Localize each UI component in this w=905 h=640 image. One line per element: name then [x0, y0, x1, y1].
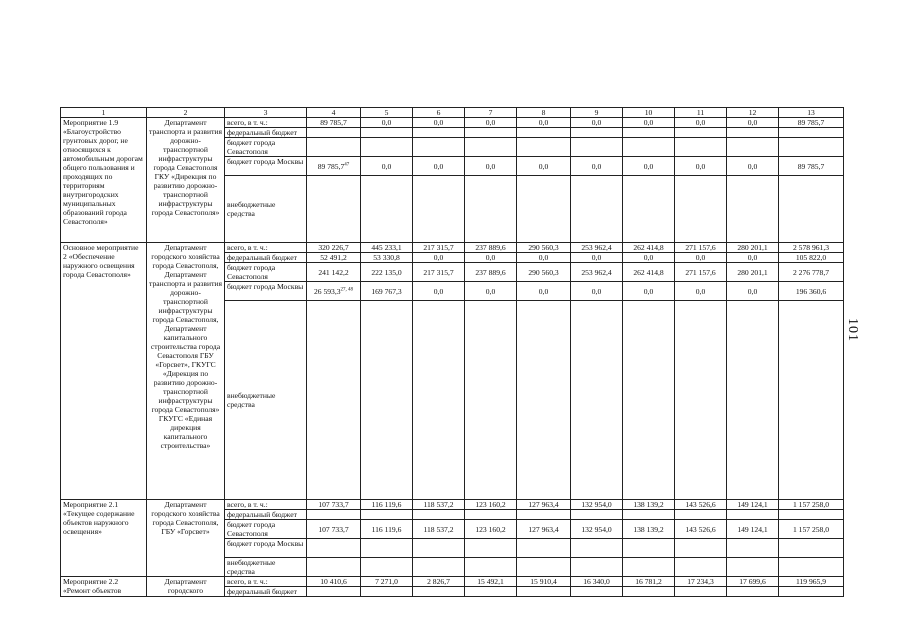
column-header-1: 1: [61, 108, 147, 118]
value-cell: [413, 587, 465, 597]
page-number: 101: [845, 318, 860, 342]
table-row: [61, 500, 844, 510]
column-header-10: 10: [623, 108, 675, 118]
funding-source: всего, в т. ч.:: [225, 500, 307, 510]
value-cell: [727, 138, 779, 157]
value-cell: [571, 138, 623, 157]
value-cell: [307, 301, 361, 500]
value-cell: [361, 176, 413, 243]
column-header-11: 11: [675, 108, 727, 118]
value-cell: [465, 301, 517, 500]
funding-source: внебюджетные средства: [225, 558, 307, 577]
column-header-3: 3: [225, 108, 307, 118]
value-cell: [517, 176, 571, 243]
value-cell: 53 330,8: [361, 253, 413, 263]
value-cell: [727, 301, 779, 500]
value-cell: [517, 587, 571, 597]
value-cell: 138 139,2: [623, 500, 675, 510]
funding-source: бюджет города Москвы: [225, 157, 307, 176]
value-cell: 89 785,7: [779, 157, 844, 176]
value-cell: [465, 510, 517, 520]
value-cell: [675, 128, 727, 138]
value-cell: 2 826,7: [413, 577, 465, 587]
value-cell: [307, 157, 361, 176]
value-cell: 52 491,2: [307, 253, 361, 263]
table-row: [61, 577, 844, 587]
value-cell: [465, 558, 517, 577]
funding-source: всего, в т. ч.:: [225, 118, 307, 128]
value-cell: [571, 301, 623, 500]
value-cell: [675, 510, 727, 520]
value-cell: 271 157,6: [675, 263, 727, 282]
value-cell: 107 733,7: [307, 520, 361, 539]
value-cell: 89 785,7: [307, 118, 361, 128]
value-cell: 132 954,0: [571, 520, 623, 539]
value-cell: [361, 510, 413, 520]
value-cell: 0,0: [465, 282, 517, 301]
value-cell: [571, 539, 623, 558]
value-cell: [465, 128, 517, 138]
measure-name: Основное мероприятие 2 «Обеспечение наружного освещения города Севастополя»: [61, 243, 147, 500]
value-cell: 143 526,6: [675, 500, 727, 510]
value-cell: [571, 510, 623, 520]
value-cell: [307, 176, 361, 243]
value-cell: 17 234,3: [675, 577, 727, 587]
value-cell: [413, 301, 465, 500]
value-cell: 217 315,7: [413, 263, 465, 282]
value-cell: [413, 510, 465, 520]
value-cell: 17 699,6: [727, 577, 779, 587]
funding-source: федеральный бюджет: [225, 510, 307, 520]
value-cell: [779, 176, 844, 243]
value-cell: [307, 128, 361, 138]
value-cell: [361, 587, 413, 597]
value-cell: [307, 558, 361, 577]
value-cell: 169 767,3: [361, 282, 413, 301]
value-cell: 132 954,0: [571, 500, 623, 510]
funding-source: федеральный бюджет: [225, 587, 307, 597]
value-cell: [675, 138, 727, 157]
value-cell: 0,0: [465, 253, 517, 263]
measure-name: Мероприятие 1.9 «Благоустройство грунтовых дорог, не относящихся к автомобильным дорогам общего пользования и проходящих по территориям внутригородских муниципальных образований города Севастополя»: [61, 118, 147, 243]
value-cell: 237 889,6: [465, 243, 517, 253]
value-cell: [465, 539, 517, 558]
column-header-4: 4: [307, 108, 361, 118]
value-cell: [779, 539, 844, 558]
value-cell: [413, 539, 465, 558]
value-cell: 271 157,6: [675, 243, 727, 253]
measure-name: Мероприятие 2.1 «Текущее содержание объектов наружного освещения»: [61, 500, 147, 577]
value-cell: [413, 128, 465, 138]
funding-source: всего, в т. ч.:: [225, 243, 307, 253]
value-cell: [465, 176, 517, 243]
value-cell: [675, 301, 727, 500]
value-cell: [413, 176, 465, 243]
value-cell: 445 233,1: [361, 243, 413, 253]
value-cell: 0,0: [517, 253, 571, 263]
value-cell: [779, 138, 844, 157]
value-cell: [413, 558, 465, 577]
column-header-7: 7: [465, 108, 517, 118]
value-cell: 0,0: [571, 282, 623, 301]
value-cell: 7 271,0: [361, 577, 413, 587]
value-cell: 320 226,7: [307, 243, 361, 253]
value-cell: 118 537,2: [413, 500, 465, 510]
value-cell: 123 160,2: [465, 500, 517, 510]
value-cell: [361, 539, 413, 558]
value-cell: 262 414,8: [623, 243, 675, 253]
value-cell: [675, 176, 727, 243]
value-cell: 0,0: [413, 157, 465, 176]
value-cell: 116 119,6: [361, 500, 413, 510]
value-cell: [623, 510, 675, 520]
value-cell: [727, 587, 779, 597]
funding-source: бюджет города Севастополя: [225, 520, 307, 539]
value-cell: [623, 587, 675, 597]
value-cell: 0,0: [623, 118, 675, 128]
value-cell: 0,0: [465, 118, 517, 128]
value-cell: 0,0: [727, 157, 779, 176]
value-cell: [307, 138, 361, 157]
value-cell: [307, 539, 361, 558]
column-header-6: 6: [413, 108, 465, 118]
column-header-13: 13: [779, 108, 844, 118]
value-cell: 290 560,3: [517, 243, 571, 253]
value-cell: 107 733,7: [307, 500, 361, 510]
value-cell: [571, 128, 623, 138]
column-header-12: 12: [727, 108, 779, 118]
value-cell: 0,0: [623, 253, 675, 263]
value-cell: [779, 587, 844, 597]
value-cell: [623, 138, 675, 157]
value-cell: [517, 138, 571, 157]
value-cell: 253 962,4: [571, 243, 623, 253]
value-cell: 1 157 258,0: [779, 520, 844, 539]
value-cell: [465, 587, 517, 597]
value-cell: 10 410,6: [307, 577, 361, 587]
value-text: 26 593,3: [313, 286, 341, 296]
value-cell: 0,0: [517, 157, 571, 176]
value-cell: 15 910,4: [517, 577, 571, 587]
funding-source: бюджет города Севастополя: [225, 263, 307, 282]
value-cell: [465, 138, 517, 157]
value-cell: 0,0: [727, 253, 779, 263]
budget-table: [60, 107, 844, 597]
executor-name: Департамент городского хозяйства города Севастополя, Департамент транспорта и развития дорожно-транспортной инфраструктуры города Севастополя, Департамент капитального строительства города Севастополя ГБУ «Горсвет», ГКУГС «Дирекция по развитию дорожно-транспортной инфраструктуры города Севастополя» ГКУГС «Единая дирекция капитального строительства»: [147, 243, 225, 500]
value-cell: 89 785,7: [779, 118, 844, 128]
value-cell: 0,0: [727, 282, 779, 301]
value-cell: [779, 510, 844, 520]
funding-source: всего, в т. ч.:: [225, 577, 307, 587]
funding-source: бюджет города Севастополя: [225, 138, 307, 157]
value-cell: [727, 558, 779, 577]
value-cell: [307, 510, 361, 520]
value-cell: 0,0: [675, 253, 727, 263]
executor-name: Департамент городского: [147, 577, 225, 597]
value-cell: 105 822,0: [779, 253, 844, 263]
value-cell: [727, 176, 779, 243]
value-cell: 0,0: [675, 282, 727, 301]
value-cell: 0,0: [675, 118, 727, 128]
value-cell: [571, 176, 623, 243]
value-cell: 16 340,0: [571, 577, 623, 587]
value-cell: [413, 138, 465, 157]
value-cell: 237 889,6: [465, 263, 517, 282]
value-cell: 0,0: [517, 118, 571, 128]
value-cell: [517, 128, 571, 138]
value-cell: 116 119,6: [361, 520, 413, 539]
column-header-2: 2: [147, 108, 225, 118]
value-cell: [623, 128, 675, 138]
value-cell: 222 135,0: [361, 263, 413, 282]
table-row: [61, 118, 844, 128]
value-cell: 0,0: [571, 157, 623, 176]
value-cell: 0,0: [361, 118, 413, 128]
value-cell: [623, 539, 675, 558]
value-cell: 149 124,1: [727, 520, 779, 539]
value-cell: [727, 128, 779, 138]
value-cell: [675, 558, 727, 577]
column-header-8: 8: [517, 108, 571, 118]
value-cell: 149 124,1: [727, 500, 779, 510]
value-cell: [623, 301, 675, 500]
value-cell: 1 157 258,0: [779, 500, 844, 510]
value-cell: 143 526,6: [675, 520, 727, 539]
value-cell: [779, 128, 844, 138]
executor-name: Департамент городского хозяйства города Севастополя, ГБУ «Горсвет»: [147, 500, 225, 577]
value-cell: 262 414,8: [623, 263, 675, 282]
value-cell: 138 139,2: [623, 520, 675, 539]
funding-source: бюджет города Москвы: [225, 539, 307, 558]
value-cell: [307, 282, 361, 301]
funding-source: внебюджетные средства: [225, 301, 307, 500]
value-cell: 280 201,1: [727, 243, 779, 253]
value-cell: 16 781,2: [623, 577, 675, 587]
value-cell: 15 492,1: [465, 577, 517, 587]
value-cell: 241 142,2: [307, 263, 361, 282]
value-cell: 119 965,9: [779, 577, 844, 587]
value-cell: [307, 587, 361, 597]
value-cell: [517, 558, 571, 577]
value-cell: 253 962,4: [571, 263, 623, 282]
value-cell: 0,0: [571, 118, 623, 128]
value-cell: 2 578 961,3: [779, 243, 844, 253]
column-header-5: 5: [361, 108, 413, 118]
value-cell: 118 537,2: [413, 520, 465, 539]
value-cell: [517, 539, 571, 558]
value-cell: 2 276 778,7: [779, 263, 844, 282]
value-cell: 217 315,7: [413, 243, 465, 253]
table-row: [61, 243, 844, 253]
value-cell: 123 160,2: [465, 520, 517, 539]
value-cell: 0,0: [465, 157, 517, 176]
value-cell: [517, 510, 571, 520]
funding-source: федеральный бюджет: [225, 253, 307, 263]
value-cell: [571, 558, 623, 577]
value-text: 89 785,7: [317, 161, 345, 171]
value-cell: [727, 510, 779, 520]
funding-source: внебюджетные средства: [225, 176, 307, 243]
value-cell: [675, 587, 727, 597]
footnote-mark: 47: [344, 161, 350, 167]
value-cell: 0,0: [623, 157, 675, 176]
executor-name: Департамент транспорта и развития дорожно-транспортной инфраструктуры города Севастополя ГКУ «Дирекция по развитию дорожно-транспортной инфраструктуры города Севастополя»: [147, 118, 225, 243]
value-cell: 0,0: [675, 157, 727, 176]
value-cell: [779, 558, 844, 577]
value-cell: 290 560,3: [517, 263, 571, 282]
value-cell: 0,0: [361, 157, 413, 176]
value-cell: 0,0: [623, 282, 675, 301]
value-cell: [571, 587, 623, 597]
value-cell: [623, 176, 675, 243]
value-cell: 0,0: [727, 118, 779, 128]
value-cell: 127 963,4: [517, 500, 571, 510]
value-cell: [517, 301, 571, 500]
header-row: [61, 108, 844, 118]
measure-name: Мероприятие 2.2 «Ремонт объектов: [61, 577, 147, 597]
value-cell: [361, 558, 413, 577]
value-cell: [361, 128, 413, 138]
value-cell: 0,0: [517, 282, 571, 301]
value-cell: 280 201,1: [727, 263, 779, 282]
value-cell: 0,0: [571, 253, 623, 263]
value-cell: 127 963,4: [517, 520, 571, 539]
value-cell: 196 360,6: [779, 282, 844, 301]
column-header-9: 9: [571, 108, 623, 118]
value-cell: [361, 138, 413, 157]
value-cell: [361, 301, 413, 500]
funding-source: федеральный бюджет: [225, 128, 307, 138]
value-cell: [779, 301, 844, 500]
funding-source: бюджет города Москвы: [225, 282, 307, 301]
value-cell: 0,0: [413, 118, 465, 128]
value-cell: 0,0: [413, 282, 465, 301]
value-cell: [675, 539, 727, 558]
value-cell: [623, 558, 675, 577]
footnote-mark: 27, 48: [340, 286, 354, 292]
value-cell: 0,0: [413, 253, 465, 263]
value-cell: [727, 539, 779, 558]
